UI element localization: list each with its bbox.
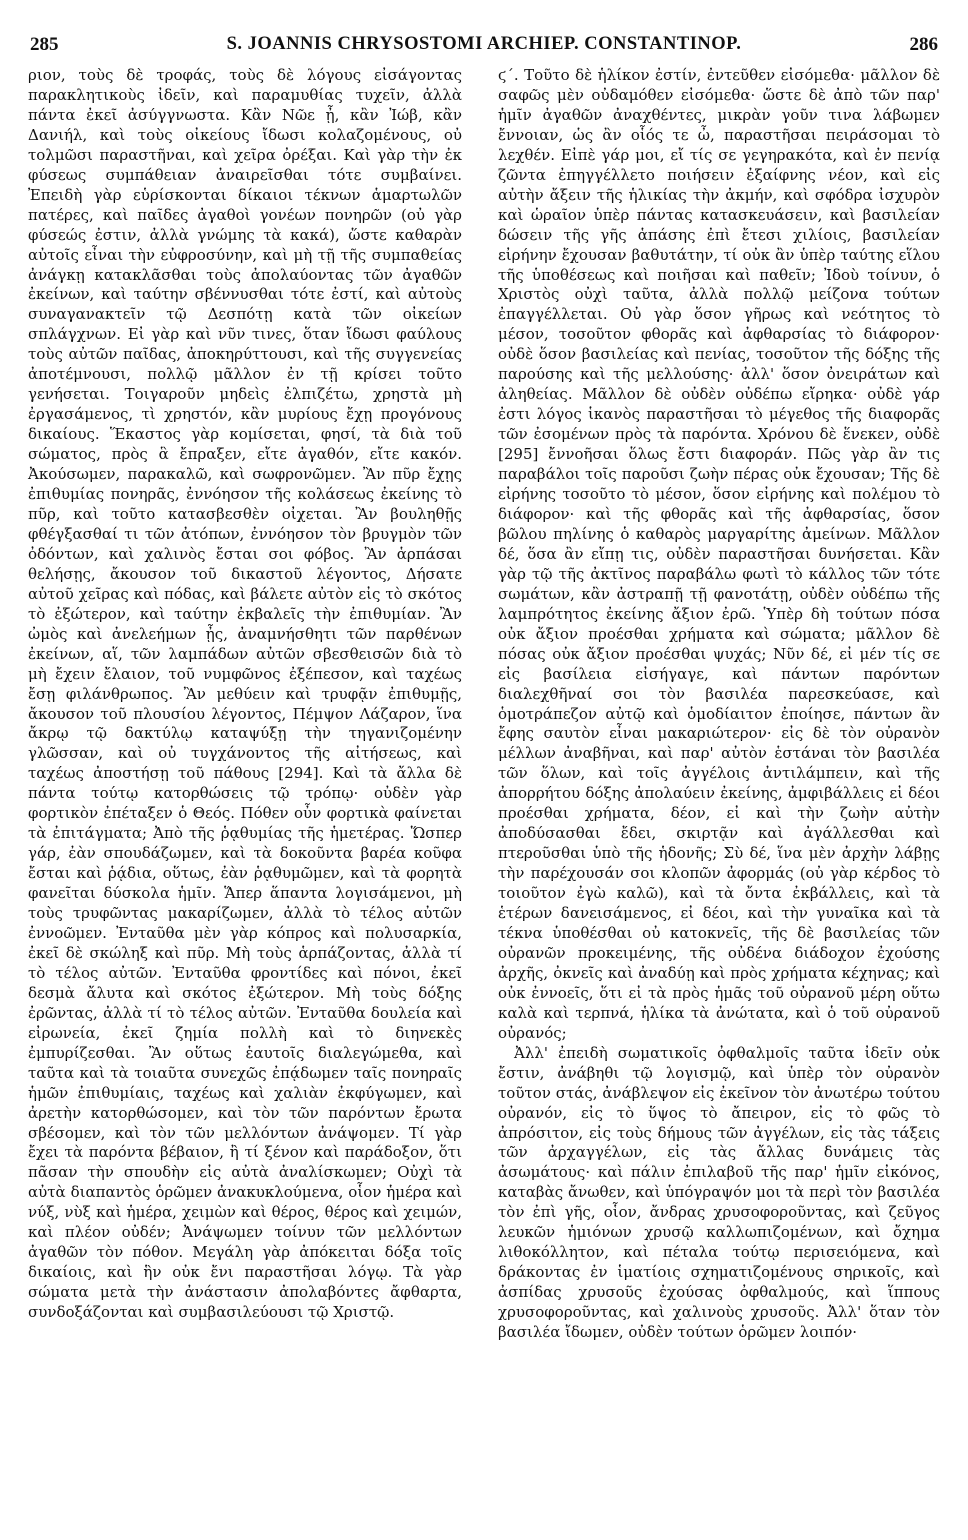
right-column (498, 66, 940, 1343)
right-page-number: 286 (909, 34, 938, 55)
left-column (28, 66, 462, 1323)
running-header (30, 34, 938, 58)
right-paragraph-2: Ἀλλ' ἐπειδὴ σωματικοῖς ὀφθαλμοῖς ταῦτα ἰδεῖν οὐκ ἔστιν, ἀνάβηθι τῷ λογισμῷ, καὶ ὑπὲρ τὸν οὐρανὸν τοῦτον στάς, ἀνάβλεψον εἰς ἐκεῖνον τὸν ἀνωτέρω τούτου οὐρανόν, εἰς τὸ ὕψος τὸ ἄπειρον, εἰς τὸ φῶς τὸ ἀπρόσιτον, εἰς τοὺς δήμους τῶν ἀγγέλων, εἰς τὰς τάξεις τῶν ἀρχαγγέλων, εἰς τὰς ἄλλας δυνάμεις τὰς ἀσωμάτους· καὶ πάλιν ἐπιλαβοῦ τῆς παρ' ἡμῖν εἰκόνος, καταβὰς ἄνωθεν, καὶ ὑπόγραψόν μοι τὰ περὶ τὸν βασιλέα τὸν ἐπὶ γῆς, οἷον, ἄνδρας χρυσοφοροῦντας, καὶ ζεῦγος λευκῶν ἡμιόνων χρυσῷ καλλωπιζομένων, καὶ ὄχημα λιθοκόλλητον, καὶ πέταλα τούτῳ περισειόμενα, καὶ δράκοντας ἐν ἱματίοις σχηματιζομένους σηρικοῖς, καὶ ἀσπίδας χρυσοῦς ἐχούσας ὀφθαλμούς, καὶ ἵππους χρυσοφοροῦντας, καὶ χαλινοὺς χρυσοῦς. Ἀλλ' ὅταν τὸν βασιλέα ἴδωμεν, οὐδὲν τούτων ὁρῶμεν λοιπόν· (498, 1043, 940, 1342)
left-page-number: 285 (30, 34, 59, 55)
right-paragraph-1: ϛ΄. Τοῦτο δὲ ἡλίκον ἐστίν, ἐντεῦθεν εἰσόμεθα· μᾶλλον δὲ σαφῶς μὲν οὐδαμόθεν εἰσόμεθα· ὥστε δὲ ἀπὸ τῶν παρ' ἡμῖν ἀγαθῶν ἀναχθέντες, μικρὰν γοῦν τινα λάβωμεν ἔννοιαν, ὡς ἂν οἷός τε ὦ, παραστῆσαι πειράσομαι τὸ λεχθέν. Εἰπὲ γάρ μοι, εἴ τίς σε γεγηρακότα, καὶ ἐν πενίᾳ ζῶντα ἐπηγγέλλετο ποιήσειν ἐξαίφνης νέον, καὶ εἰς αὐτὴν ἄξειν τῆς ἡλικίας τὴν ἀκμήν, καὶ σφόδρα ἰσχυρὸν καὶ ὡραῖον ὑπὲρ πάντας κατασκευάσειν, καὶ βασιλείαν δώσειν τῆς γῆς ἁπάσης ἐπὶ ἔτεσι χιλίοις, βασιλείαν εἰρήνην ἔχουσαν βαθυτάτην, τί οὐκ ἂν ὑπὲρ ταύτης εἵλου τῆς ὑποθέσεως καὶ ποιῆσαι καὶ παθεῖν; Ἰδοὺ τοίνυν, ὁ Χριστὸς οὐχὶ ταῦτα, ἀλλὰ πολλῷ μείζονα τούτων ἐπαγγέλλεται. Οὐ γὰρ ὅσον γῆρως καὶ νεότητος τὸ μέσον, τοσοῦτον φθορᾶς καὶ ἀφθαρσίας τὸ διάφορον· οὐδὲ ὅσον βασιλείας καὶ πενίας, τοσοῦτον τῆς δόξης τῆς παρούσης καὶ τῆς μελλούσης· ἀλλ' ὅσον ὀνειράτων καὶ ἀληθείας. Μᾶλλον δὲ οὐδὲν οὐδέπω εἴρηκα· οὐδὲ γάρ ἐστι λόγος ἱκανὸς παραστῆσαι τὸ μέγεθος τῆς διαφορᾶς τῶν ἐσομένων πρὸς τὰ παρόντα. Χρόνου δὲ ἕνεκεν, οὐδὲ [295] ἔννοῆσαι ὅλως ἔστι διαφοράν. Πῶς γὰρ ἂν τις παραβάλοι τοῖς παροῦσι ζωὴν πέρας οὐκ ἔχουσαν; Τῆς δὲ εἰρήνης τοσοῦτο τὸ μέσον, ὅσον εἰρήνης καὶ πολέμου τὸ διάφορον· καὶ τῆς φθορᾶς καὶ τῆς ἀφθαρσίας, ὅσον βῶλου πηλίνης ὁ καθαρὸς μαργαρίτης ἀμείνων. Μᾶλλον δέ, ὅσα ἂν εἴπῃ τις, οὐδὲν παραστῆσαι δυνήσεται. Κἂν γὰρ τῷ τῆς ἀκτῖνος παραβάλω φωτὶ τὸ κάλλος τῶν τότε σωμάτων, κἂν ἀστραπῇ τῇ φανοτάτῃ, οὐδὲν οὐδέπω τῆς λαμπρότητος ἐκείνης ἄξιον ἐρῶ. Ὑπὲρ δὴ τούτων πόσα οὐκ ἄξιον προέσθαι χρήματα καὶ σώματα; μᾶλλον δὲ πόσας οὐκ ἄξιον προέσθαι ψυχάς; Νῦν δέ, εἰ μέν τίς σε εἰς βασίλεια εἰσήγαγε, καὶ πάντων παρόντων διαλεχθῆναί σοι τὸν βασιλέα παρεσκεύασε, καὶ ὁμοτράπεζον αὐτῷ καὶ ὁμοδίαιτον ἐποίησε, πάντων ἂν ἔφης σαυτὸν εἶναι μακαριώτερον· εἰς δὲ τὸν οὐρανὸν μέλλων ἀναβῆναι, καὶ παρ' αὐτὸν ἑστάναι τὸν βασιλέα τῶν ὅλων, καὶ τοῖς ἀγγέλοις ἀντιλάμπειν, καὶ τῆς ἀπορρήτου δόξης ἀπολαύειν ἐκείνης, ἀμφιβάλλεις εἰ δέοι προέσθαι χρήματα, δέον, εἰ καὶ τὴν ζωὴν αὐτὴν ἀποδύσασθαι ἔδει, σκιρτᾷν καὶ ἀγάλλεσθαι καὶ πτεροῦσθαι ὑπὸ τῆς ἡδονῆς; Σὺ δέ, ἵνα μὲν ἀρχὴν λάβῃς τὴν παρέχουσάν σοι κλοπῶν ἀφορμάς (οὐ γὰρ κέρδος τὸ τοιοῦτον ἐγὼ καλῶ), καὶ τὰ ὄντα ἐκβάλλεις, καὶ τὰ ἑτέρων δανεισάμενος, εἰ δέοι, καὶ τὴν γυναῖκα καὶ τὰ τέκνα ὑποθέσθαι οὐ κατοκνεῖς, τῆς δὲ βασιλείας τῶν οὐρανῶν προκειμένης, τῆς οὐδένα διάδοχον ἐχούσης ἀρχῆς, ὀκνεῖς καὶ ἀναδύῃ καὶ πρὸς χρήματα κέχηνας; καὶ οὐκ ἐννοεῖς, ὅτι εἰ τὰ πρὸς ἡμᾶς τοῦ οὐρανοῦ μέρη οὕτω καλὰ καὶ τερπνά, ἡλίκα τὰ ἀνώτατα, καὶ ὁ τοῦ οὐρανοῦ οὐρανός; (498, 66, 940, 1042)
left-paragraph-1: ριον, τοὺς δὲ τροφάς, τοὺς δὲ λόγους εἰσάγοντας παρακλητικοὺς ἰδεῖν, καὶ παραμυθίας τυχεῖν, ἀλλὰ πάντα ἐκεῖ ἀσύγγνωστα. Κἂν Νῶε ᾖ, κἂν Ἰώβ, κἂν Δανιήλ, καὶ τοὺς οἰκείους ἴδωσι κολαζομένους, οὐ τολμῶσι παραστῆναι, καὶ χεῖρα ὀρέξαι. Καὶ γὰρ τὴν ἐκ φύσεως συμπάθειαν ἀναιρεῖσθαι τότε συμβαίνει. Ἐπειδὴ γὰρ εὑρίσκονται δίκαιοι τέκνων ἁμαρτωλῶν πατέρες, καὶ παῖδες ἀγαθοὶ γονέων πονηρῶν (οὐ γὰρ φύσεώς ἐστιν, ἀλλὰ γνώμης τὰ κακά), ὥστε καθαρὰν αὐτοῖς εἶναι τὴν εὐφροσύνην, καὶ μὴ τῇ τῆς συμπαθείας ἀνάγκῃ κατακλᾶσθαι τοὺς ἀπολαύοντας τῶν ἀγαθῶν ἐκείνων, καὶ ταύτην σβέννυσθαι τότε ἐστί, καὶ αὐτοὺς συναγανακτεῖν τῷ Δεσπότῃ κατὰ τῶν οἰκείων σπλάγχνων. Εἰ γὰρ καὶ νῦν τινες, ὅταν ἴδωσι φαύλους τοὺς αὐτῶν παῖδας, ἀποκηρύττουσι, καὶ τῆς συγγενείας ἀποτέμνουσι, πολλῷ μᾶλλον ἐν τῇ κρίσει τοῦτο γενήσεται. Τοιγαροῦν μηδεὶς ἐλπιζέτω, χρηστὰ μὴ ἐργασάμενος, τὶ χρηστόν, κἂν μυρίους ἔχῃ προγόνους δικαίους. Ἕκαστος γὰρ κομίσεται, φησί, τὰ διὰ τοῦ σώματος, πρὸς ἃ ἔπραξεν, εἴτε ἀγαθόν, εἴτε κακόν. Ἀκούσωμεν, παρακαλῶ, καὶ σωφρονῶμεν. Ἂν πῦρ ἔχῃς ἐπιθυμίας πονηρᾶς, ἐννόησον τῆς κολάσεως ἐκείνης τὸ πῦρ, καὶ τοῦτο κατασβεσθὲν οἰχεται. Ἂν βουληθῇς φθέγξασθαί τι τῶν ἀτόπων, ἐννόησον τὸν βρυγμὸν τῶν ὀδόντων, καὶ χαλινὸς ἔσται σοι φόβος. Ἂν ἁρπάσαι θελήσῃς, ἄκουσον τοῦ δικαστοῦ λέγοντος, Δήσατε αὐτοῦ χεῖρας καὶ πόδας, καὶ βάλετε αὐτὸν εἰς τὸ σκότος τὸ ἐξώτερον, καὶ ταύτην ἐκβαλεῖς τὴν ἐπιθυμίαν. Ἂν ὠμὸς καὶ ἀνελεήμων ᾖς, ἀναμνήσθητι τῶν παρθένων ἐκείνων, αἵ, τῶν λαμπάδων αὐτῶν σβεσθεισῶν διὰ τὸ μὴ ἔχειν ἔλαιον, τοῦ νυμφῶνος ἐξέπεσον, καὶ ταχέως ἔσῃ φιλάνθρωπος. Ἂν μεθύειν καὶ τρυφᾷν ἐπιθυμῇς, ἄκουσον τοῦ πλουσίου λέγοντος, Πέμψον Λάζαρον, ἵνα ἄκρῳ τῷ δακτύλῳ καταψύξῃ τὴν τηγανιζομένην γλῶσσαν, καὶ οὐ τυγχάνοντος τῆς αἰτήσεως, καὶ ταχέως ἀποστήσῃ τοῦ πάθους [294]. Καὶ τὰ ἄλλα δὲ πάντα τούτῳ κατορθώσεις τῷ τρόπῳ· οὐδὲν γὰρ φορτικὸν ἐπέταξεν ὁ Θεός. Πόθεν οὖν φορτικὰ φαίνεται τὰ ἐπιτάγματα; Ἀπὸ τῆς ῥᾳθυμίας τῆς ἡμετέρας. Ὥσπερ γάρ, ἐὰν σπουδάζωμεν, καὶ τὰ δοκοῦντα βαρέα κοῦφα ἔσται καὶ ῥᾴδια, οὕτως, ἐὰν ῥᾳθυμῶμεν, καὶ τὰ φορητὰ φανεῖται δύσκολα ἡμῖν. Ἅπερ ἅπαντα λογισάμενοι, μὴ τοὺς τρυφῶντας μακαρίζωμεν, ἀλλὰ τὸ τέλος αὐτῶν ἐννοῶμεν. Ἐνταῦθα μὲν γὰρ κόπρος καὶ πολυσαρκία, ἐκεῖ δὲ σκώληξ καὶ πῦρ. Μὴ τοὺς ἁρπάζοντας, ἀλλὰ τί τὸ τέλος αὐτῶν. Ἐνταῦθα φροντίδες καὶ πόνοι, ἐκεῖ δεσμὰ ἄλυτα καὶ σκότος ἐξώτερον. Μὴ τοὺς δόξης ἐρῶντας, ἀλλὰ τί τὸ τέλος αὐτῶν. Ἐνταῦθα δουλεία καὶ εἰρωνεία, ἐκεῖ ζημία πολλὴ καὶ τὸ διηνεκὲς ἐμπυρίζεσθαι. Ἂν οὕτως ἑαυτοῖς διαλεγώμεθα, καὶ ταῦτα καὶ τὰ τοιαῦτα συνεχῶς ἐπᾴδωμεν ταῖς πονηραῖς ἡμῶν ἐπιθυμίαις, ταχέως καὶ χαλιὰν ἐκφύγωμεν, καὶ ἀρετὴν κατορθώσομεν, καὶ τὸν τῶν παρόντων ἔρωτα σβέσομεν, καὶ τὸν τῶν μελλόντων ἀνάψομεν. Τί γὰρ ἔχει τὰ παρόντα βέβαιον, ἢ τί ξένον καὶ παράδοξον, ὅτι πᾶσαν τὴν σπουδὴν εἰς αὐτὰ ἀναλίσκωμεν; Οὐχὶ τὰ αὐτὰ διαπαντὸς ὁρῶμεν ἀνακυκλούμενα, οἷον ἡμέρα καὶ νύξ, νὺξ καὶ ἡμέρα, χειμὼν καὶ θέρος, θέρος καὶ χειμών, καὶ πλέον οὐδέν; Ἀνάψωμεν τοίνυν τῶν μελλόντων ἀγαθῶν τὸν πόθον. Μεγάλη γὰρ ἀπόκειται δόξα τοῖς δικαίοις, καὶ ἣν οὐκ ἔνι παραστῆσαι λόγῳ. Τὰ γὰρ σώματα μετὰ τὴν ἀνάστασιν ἀπολαβόντες ἄφθαρτα, συνδοξάζονται καὶ συμβασιλεύουσι τῷ Χριστῷ. (28, 66, 462, 1322)
running-title: S. JOANNIS CHRYSOSTOMI ARCHIEP. CONSTANTINOP. (226, 34, 742, 54)
